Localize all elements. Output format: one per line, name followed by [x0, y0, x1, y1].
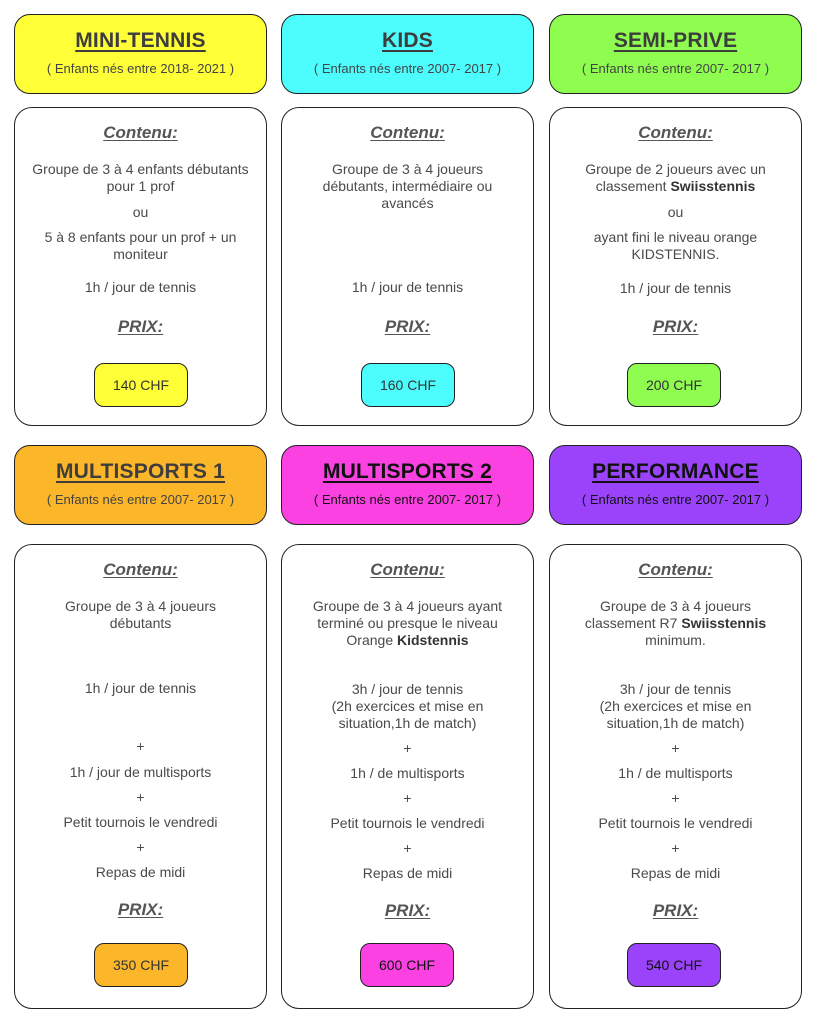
header-kids	[281, 14, 534, 94]
title-multisports-2: MULTISPORTS 2	[322, 460, 493, 483]
card-semi-prive	[549, 107, 802, 426]
mini-tennis-line3: 1h / jour de tennis	[84, 279, 197, 295]
kids-line1: Groupe de 3 à 4 joueurs débutants, intermédiaire ou avancés	[322, 161, 493, 211]
card-mini-tennis	[14, 107, 267, 426]
title-mini-tennis: MINI-TENNIS	[75, 29, 206, 52]
multisports-1-line2: 1h / jour de tennis	[84, 680, 197, 696]
multisports-2-line2: 3h / jour de tennis	[351, 681, 464, 697]
prix-label: PRIX:	[117, 900, 164, 919]
price-kids: 160 CHF	[361, 363, 455, 407]
price-mini-tennis: 140 CHF	[94, 363, 188, 407]
multisports-2-plus1: +	[403, 740, 412, 756]
multisports-2-plus3: +	[403, 840, 412, 856]
card-kids	[281, 107, 534, 426]
performance-plus3: +	[671, 840, 680, 856]
mini-tennis-line1: Groupe de 3 à 4 enfants débutants pour 1 prof	[32, 161, 249, 194]
multisports-2-line1	[296, 598, 519, 649]
header-mini-tennis	[14, 14, 267, 94]
multisports-2-line4: Petit tournois le vendredi	[330, 815, 485, 831]
prix-label: PRIX:	[384, 901, 431, 920]
subtitle-mini-tennis: ( Enfants nés entre 2018- 2021 )	[46, 61, 235, 76]
header-multisports-2	[281, 445, 534, 525]
contenu-label: Contenu:	[103, 123, 178, 142]
header-performance	[549, 445, 802, 525]
performance-line1-end: minimum.	[645, 632, 706, 648]
header-semi-prive	[549, 14, 802, 94]
title-semi-prive: SEMI-PRIVE	[613, 29, 738, 52]
semi-prive-line2: ayant fini le niveau orange KIDSTENNIS.	[593, 229, 758, 262]
title-kids: KIDS	[382, 29, 433, 52]
price-performance: 540 CHF	[627, 943, 721, 987]
multisports-1-plus2: +	[136, 789, 145, 805]
multisports-2-line3: 1h / de multisports	[350, 765, 465, 781]
mini-tennis-line2: 5 à 8 enfants pour un prof + un moniteur	[44, 229, 237, 262]
performance-line2: 3h / jour de tennis	[619, 681, 732, 697]
prix-label: PRIX:	[117, 317, 164, 336]
contenu-label: Contenu:	[638, 123, 713, 142]
performance-line5: Repas de midi	[630, 865, 721, 881]
performance-plus2: +	[671, 790, 680, 806]
semi-prive-line1-text: Groupe de 2 joueurs avec un classement	[585, 161, 766, 194]
semi-prive-line3: 1h / jour de tennis	[619, 280, 732, 296]
multisports-2-line5: Repas de midi	[362, 865, 453, 881]
price-multisports-1: 350 CHF	[94, 943, 188, 987]
kids-line2: 1h / jour de tennis	[351, 279, 464, 295]
price-multisports-2: 600 CHF	[360, 943, 454, 987]
multisports-1-line1: Groupe de 3 à 4 joueurs débutants	[65, 598, 216, 631]
card-multisports-1	[14, 544, 267, 1009]
subtitle-kids: ( Enfants nés entre 2007- 2017 )	[313, 61, 502, 76]
card-multisports-2	[281, 544, 534, 1009]
contenu-label: Contenu:	[638, 560, 713, 579]
multisports-2-line1-text: Groupe de 3 à 4 joueurs ayant terminé ou presque le niveau Orange	[312, 598, 503, 648]
card-performance	[549, 544, 802, 1009]
prix-label: PRIX:	[652, 901, 699, 920]
performance-line1	[572, 598, 779, 649]
price-semi-prive: 200 CHF	[627, 363, 721, 407]
performance-line2b: (2h exercices et mise en situation,1h de match)	[599, 698, 752, 731]
performance-line1-brand: Swiisstennis	[681, 615, 767, 631]
contenu-label: Contenu:	[103, 560, 178, 579]
title-performance: PERFORMANCE	[592, 460, 759, 483]
performance-line3: 1h / de multisports	[618, 765, 733, 781]
multisports-2-line2b: (2h exercices et mise en situation,1h de match)	[331, 698, 484, 731]
performance-plus1: +	[671, 740, 680, 756]
contenu-label: Contenu:	[370, 123, 445, 142]
multisports-1-plus1: +	[136, 738, 145, 754]
header-multisports-1	[14, 445, 267, 525]
prix-label: PRIX:	[384, 317, 431, 336]
semi-prive-line1-brand: Swiisstennis	[670, 178, 756, 194]
multisports-2-plus2: +	[403, 790, 412, 806]
subtitle-multisports-2: ( Enfants nés entre 2007- 2017 )	[313, 492, 502, 507]
multisports-1-line3: 1h / jour de multisports	[69, 764, 212, 780]
subtitle-performance: ( Enfants nés entre 2007- 2017 )	[581, 492, 770, 507]
semi-prive-line1	[570, 161, 781, 195]
performance-line4: Petit tournois le vendredi	[598, 815, 753, 831]
multisports-1-line4: Petit tournois le vendredi	[63, 814, 218, 830]
subtitle-multisports-1: ( Enfants nés entre 2007- 2017 )	[46, 492, 235, 507]
subtitle-semi-prive: ( Enfants nés entre 2007- 2017 )	[581, 61, 770, 76]
mini-tennis-ou: ou	[132, 204, 149, 220]
multisports-2-line1-brand: Kidstennis	[397, 632, 469, 648]
prix-label: PRIX:	[652, 317, 699, 336]
performance-line1-text: Groupe de 3 à 4 joueurs classement R7	[584, 598, 751, 631]
multisports-1-plus3: +	[136, 839, 145, 855]
contenu-label: Contenu:	[370, 560, 445, 579]
semi-prive-ou: ou	[667, 204, 684, 220]
title-multisports-1: MULTISPORTS 1	[55, 460, 226, 483]
multisports-1-line5: Repas de midi	[95, 864, 186, 880]
